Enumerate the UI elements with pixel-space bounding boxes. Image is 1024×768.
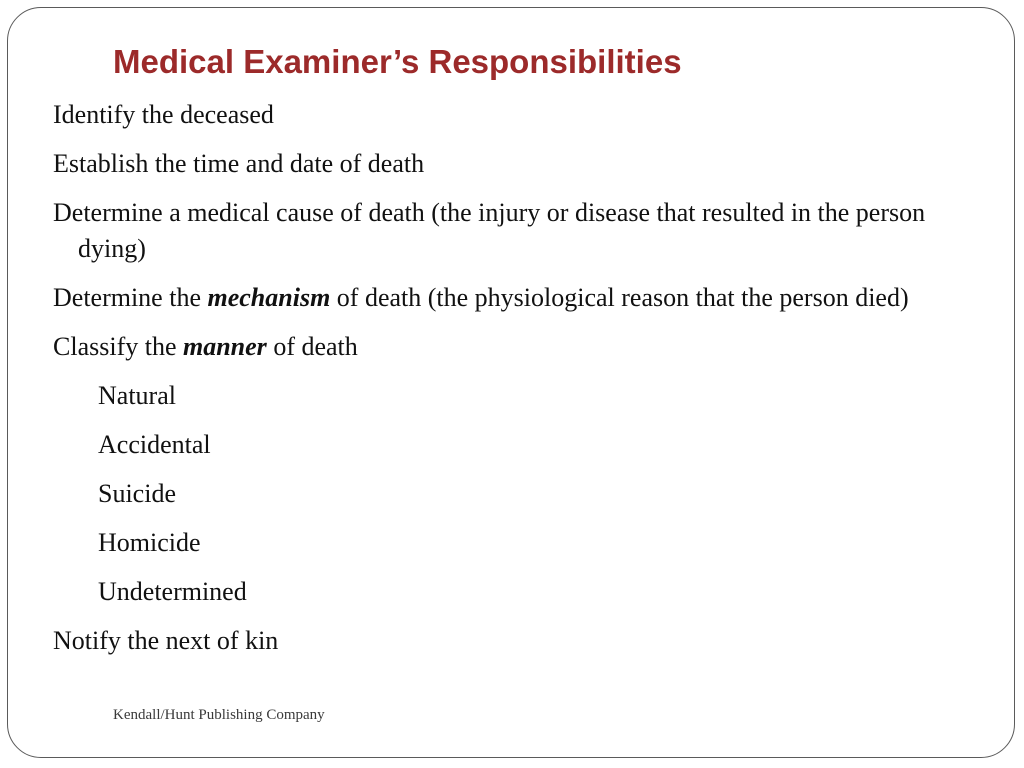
bullet-identify-deceased: Identify the deceased: [53, 100, 274, 129]
bullet-notify-next-of-kin: Notify the next of kin: [53, 626, 279, 655]
bullet-mechanism-prefix: Determine the: [53, 283, 208, 312]
slide-body: [53, 97, 933, 672]
manner-natural: Natural: [98, 381, 176, 410]
bullet-manner-prefix: Classify the: [53, 332, 183, 361]
bullet-medical-cause: Determine a medical cause of death (the injury or disease that resulted in the person dying): [53, 198, 926, 263]
bullet-mechanism-of-death: [53, 280, 933, 316]
manner-accidental: Accidental: [98, 430, 211, 459]
term-mechanism: mechanism: [207, 283, 331, 312]
slide-title: Medical Examiner’s Responsibilities: [113, 43, 682, 80]
bullet-manner-suffix: of death: [266, 332, 358, 361]
manner-undetermined: Undetermined: [98, 577, 247, 606]
bullet-manner-of-death: [53, 329, 933, 365]
manner-suicide: Suicide: [98, 479, 176, 508]
bullet-establish-time-of-death: Establish the time and date of death: [53, 149, 425, 178]
manner-homicide: Homicide: [98, 528, 201, 557]
publisher-footer: Kendall/Hunt Publishing Company: [113, 707, 325, 723]
bullet-mechanism-suffix: of death (the physiological reason that the person died): [330, 283, 909, 312]
term-manner: manner: [183, 332, 267, 361]
